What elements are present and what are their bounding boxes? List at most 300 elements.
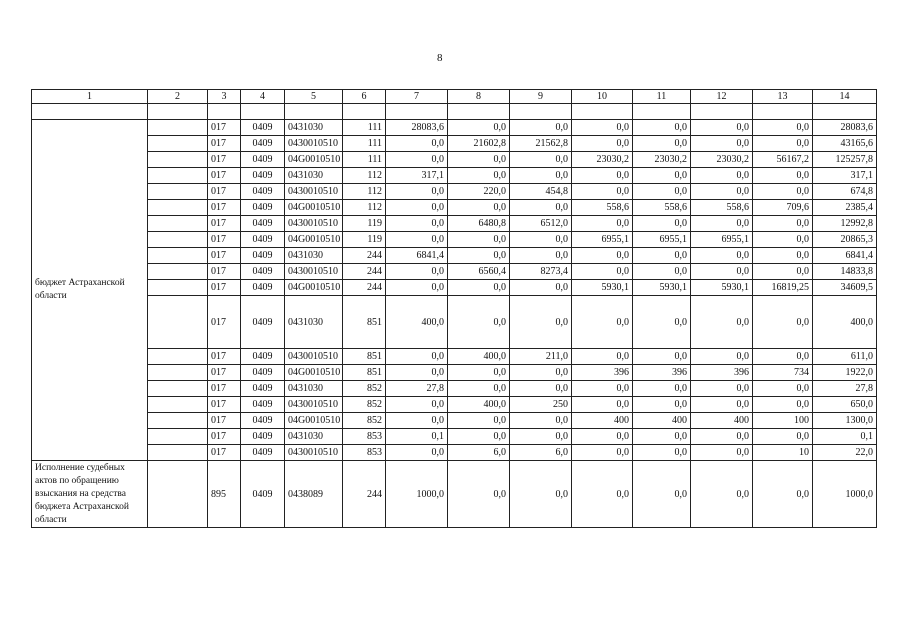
column-header: 5 [285, 90, 343, 104]
table-cell: 400 [691, 413, 753, 429]
table-cell: 0,0 [691, 445, 753, 461]
table-cell: 6955,1 [633, 232, 691, 248]
table-row [32, 381, 877, 397]
table-cell: 0,0 [633, 168, 691, 184]
empty-cell [448, 104, 510, 120]
table-row [32, 280, 877, 296]
empty-cell [753, 104, 813, 120]
table-cell: 14833,8 [813, 264, 877, 280]
table-cell: 23030,2 [691, 152, 753, 168]
table-cell: 0,0 [510, 168, 572, 184]
table-cell: 0,0 [386, 365, 448, 381]
table-cell: 017 [208, 296, 241, 349]
table-cell: 017 [208, 200, 241, 216]
column-header: 7 [386, 90, 448, 104]
empty-cell [148, 168, 208, 184]
table-cell: 0,0 [572, 168, 633, 184]
table-cell: 04G0010510 [285, 413, 343, 429]
empty-cell [148, 381, 208, 397]
table-row [32, 168, 877, 184]
table-cell: 0409 [241, 365, 285, 381]
row-group-label: Исполнение судебных актов по обращению взыскания на средства бюджета Астраханской области [32, 461, 148, 528]
table-row [32, 184, 877, 200]
table-cell: 6955,1 [691, 232, 753, 248]
table-cell: 852 [343, 413, 386, 429]
empty-cell [148, 365, 208, 381]
table-cell: 10 [753, 445, 813, 461]
table-cell: 5930,1 [633, 280, 691, 296]
column-header: 3 [208, 90, 241, 104]
table-cell: 0409 [241, 349, 285, 365]
empty-cell [813, 104, 877, 120]
table-cell: 12992,8 [813, 216, 877, 232]
table-cell: 0,0 [753, 168, 813, 184]
table-cell: 0409 [241, 168, 285, 184]
table-cell: 04G0010510 [285, 232, 343, 248]
header-row [32, 90, 877, 104]
table-cell: 0,0 [691, 136, 753, 152]
empty-cell [241, 104, 285, 120]
table-cell: 0409 [241, 248, 285, 264]
table-cell: 0,0 [691, 397, 753, 413]
table-cell: 125257,8 [813, 152, 877, 168]
table-cell: 0,0 [572, 296, 633, 349]
table-cell: 0,0 [448, 120, 510, 136]
empty-cell [148, 264, 208, 280]
table-cell: 0,0 [510, 232, 572, 248]
table-cell: 0,0 [691, 461, 753, 528]
empty-cell [510, 104, 572, 120]
table-cell: 0,0 [448, 200, 510, 216]
empty-cell [148, 429, 208, 445]
table-cell: 017 [208, 168, 241, 184]
table-cell: 0,0 [510, 365, 572, 381]
table-cell: 558,6 [691, 200, 753, 216]
table-cell: 017 [208, 184, 241, 200]
table-cell: 6512,0 [510, 216, 572, 232]
table-cell: 0,0 [633, 429, 691, 445]
table-cell: 28083,6 [386, 120, 448, 136]
table-cell: 1300,0 [813, 413, 877, 429]
table-cell: 0,0 [633, 216, 691, 232]
table-cell: 119 [343, 216, 386, 232]
table-cell: 22,0 [813, 445, 877, 461]
table-cell: 27,8 [813, 381, 877, 397]
table-cell: 454,8 [510, 184, 572, 200]
table-cell: 0,0 [691, 349, 753, 365]
table-cell: 04G0010510 [285, 280, 343, 296]
table-cell: 017 [208, 248, 241, 264]
table-cell: 0,0 [572, 184, 633, 200]
table-cell: 0,0 [510, 248, 572, 264]
table-cell: 0409 [241, 184, 285, 200]
table-cell: 112 [343, 168, 386, 184]
table-cell: 0,0 [633, 461, 691, 528]
table-cell: 111 [343, 120, 386, 136]
table-cell: 0,0 [753, 232, 813, 248]
table-cell: 0430010510 [285, 264, 343, 280]
table-cell: 0,0 [633, 296, 691, 349]
table-cell: 2385,4 [813, 200, 877, 216]
table-cell: 112 [343, 200, 386, 216]
table-cell: 0,0 [753, 349, 813, 365]
table-cell: 0,0 [510, 280, 572, 296]
table-cell: 0,0 [510, 429, 572, 445]
table-cell: 0,0 [633, 248, 691, 264]
table-cell: 0,0 [691, 296, 753, 349]
table-cell: 0409 [241, 120, 285, 136]
table-cell: 0,0 [691, 216, 753, 232]
table-cell: 0,0 [572, 445, 633, 461]
empty-cell [285, 104, 343, 120]
table-cell: 6,0 [448, 445, 510, 461]
table-cell: 0431030 [285, 296, 343, 349]
table-cell: 0,0 [691, 429, 753, 445]
table-cell: 0,0 [633, 136, 691, 152]
column-header: 8 [448, 90, 510, 104]
table-cell: 04G0010510 [285, 200, 343, 216]
table-cell: 34609,5 [813, 280, 877, 296]
empty-cell [691, 104, 753, 120]
table-cell: 23030,2 [572, 152, 633, 168]
table-cell: 5930,1 [691, 280, 753, 296]
table-cell: 244 [343, 264, 386, 280]
table-cell: 0,1 [386, 429, 448, 445]
column-header: 9 [510, 90, 572, 104]
table-cell: 0,0 [753, 429, 813, 445]
table-row [32, 216, 877, 232]
table-cell: 0,0 [386, 184, 448, 200]
column-header: 12 [691, 90, 753, 104]
table-cell: 400 [572, 413, 633, 429]
table-cell: 0,0 [510, 200, 572, 216]
table-cell: 6841,4 [386, 248, 448, 264]
column-header: 4 [241, 90, 285, 104]
table-cell: 0,0 [753, 248, 813, 264]
table-cell: 111 [343, 152, 386, 168]
table-cell: 0,0 [572, 216, 633, 232]
table-cell: 017 [208, 120, 241, 136]
table-cell: 0,0 [753, 296, 813, 349]
table-cell: 0,0 [691, 264, 753, 280]
empty-cell [208, 104, 241, 120]
table-cell: 017 [208, 429, 241, 445]
table-cell: 0,0 [753, 216, 813, 232]
table-cell: 0,0 [691, 184, 753, 200]
table-row [32, 136, 877, 152]
table-cell: 0,0 [633, 397, 691, 413]
table-row [32, 296, 877, 349]
table-row [32, 232, 877, 248]
table-cell: 400,0 [448, 397, 510, 413]
table-cell: 0,0 [753, 461, 813, 528]
table-cell: 0,0 [448, 365, 510, 381]
table-row [32, 264, 877, 280]
table-cell: 017 [208, 381, 241, 397]
table-cell: 017 [208, 232, 241, 248]
table-cell: 851 [343, 365, 386, 381]
table-cell: 611,0 [813, 349, 877, 365]
column-header: 1 [32, 90, 148, 104]
table-cell: 6560,4 [448, 264, 510, 280]
table-cell: 0,0 [448, 152, 510, 168]
budget-table [31, 89, 877, 528]
table-cell: 0430010510 [285, 349, 343, 365]
table-cell: 8273,4 [510, 264, 572, 280]
table-cell: 0431030 [285, 429, 343, 445]
table-cell: 0409 [241, 152, 285, 168]
table-cell: 0,0 [448, 429, 510, 445]
table-cell: 0,0 [572, 248, 633, 264]
table-cell: 0,0 [633, 349, 691, 365]
table-cell: 0,0 [448, 461, 510, 528]
empty-cell [148, 296, 208, 349]
table-cell: 400,0 [813, 296, 877, 349]
table-cell: 0,0 [386, 200, 448, 216]
table-cell: 0,0 [691, 120, 753, 136]
table-cell: 017 [208, 445, 241, 461]
table-cell: 0430010510 [285, 397, 343, 413]
table-cell: 23030,2 [633, 152, 691, 168]
table-cell: 0409 [241, 264, 285, 280]
table-cell: 400,0 [448, 349, 510, 365]
empty-cell [148, 136, 208, 152]
empty-cell [148, 104, 208, 120]
table-cell: 0,0 [386, 152, 448, 168]
table-cell: 28083,6 [813, 120, 877, 136]
table-cell: 0,0 [448, 248, 510, 264]
table-cell: 04G0010510 [285, 152, 343, 168]
table-cell: 6841,4 [813, 248, 877, 264]
table-cell: 0,0 [633, 445, 691, 461]
table-cell: 0,0 [510, 381, 572, 397]
table-cell: 734 [753, 365, 813, 381]
table-cell: 0,0 [753, 120, 813, 136]
table-cell: 0409 [241, 136, 285, 152]
table-cell: 0,0 [572, 349, 633, 365]
table-cell: 0,0 [448, 280, 510, 296]
table-cell: 0,0 [633, 381, 691, 397]
table-cell: 0,0 [572, 397, 633, 413]
column-header: 10 [572, 90, 633, 104]
table-cell: 396 [572, 365, 633, 381]
table-cell: 0409 [241, 381, 285, 397]
empty-cell [148, 200, 208, 216]
table-cell: 650,0 [813, 397, 877, 413]
table-row [32, 248, 877, 264]
table-cell: 396 [691, 365, 753, 381]
table-cell: 119 [343, 232, 386, 248]
empty-cell [148, 232, 208, 248]
table-cell: 0,0 [572, 461, 633, 528]
table-cell: 0409 [241, 397, 285, 413]
table-cell: 211,0 [510, 349, 572, 365]
empty-cell [148, 349, 208, 365]
table-cell: 017 [208, 365, 241, 381]
empty-cell [386, 104, 448, 120]
table-cell: 317,1 [386, 168, 448, 184]
table-cell: 0,0 [386, 445, 448, 461]
table-cell: 0,0 [572, 381, 633, 397]
column-header: 6 [343, 90, 386, 104]
table-cell: 852 [343, 381, 386, 397]
empty-cell [343, 104, 386, 120]
table-cell: 0409 [241, 445, 285, 461]
table-cell: 017 [208, 413, 241, 429]
table-cell: 6955,1 [572, 232, 633, 248]
table-cell: 111 [343, 136, 386, 152]
table-cell: 6480,8 [448, 216, 510, 232]
table-cell: 400,0 [386, 296, 448, 349]
table-cell: 21562,8 [510, 136, 572, 152]
table-row [32, 397, 877, 413]
table-row [32, 152, 877, 168]
table-cell: 851 [343, 349, 386, 365]
empty-cell [32, 104, 148, 120]
column-header: 11 [633, 90, 691, 104]
table-cell: 852 [343, 397, 386, 413]
table-cell: 0431030 [285, 248, 343, 264]
table-cell: 0,0 [386, 397, 448, 413]
table-cell: 250 [510, 397, 572, 413]
table-cell: 0,0 [448, 381, 510, 397]
table-cell: 0,0 [510, 461, 572, 528]
table-cell: 0,0 [633, 120, 691, 136]
table-row [32, 445, 877, 461]
table-row [32, 349, 877, 365]
table-cell: 0431030 [285, 168, 343, 184]
column-header: 14 [813, 90, 877, 104]
table-cell: 6,0 [510, 445, 572, 461]
table-cell: 709,6 [753, 200, 813, 216]
table-cell: 0,0 [386, 264, 448, 280]
table-cell: 0409 [241, 296, 285, 349]
table-cell: 0,0 [572, 264, 633, 280]
table-cell: 0,0 [753, 264, 813, 280]
table-cell: 0,0 [633, 184, 691, 200]
table-cell: 16819,25 [753, 280, 813, 296]
table-cell: 017 [208, 264, 241, 280]
empty-cell [148, 280, 208, 296]
empty-cell [148, 184, 208, 200]
table-cell: 0,0 [753, 381, 813, 397]
table-cell: 0409 [241, 429, 285, 445]
table-cell: 017 [208, 216, 241, 232]
table-cell: 853 [343, 445, 386, 461]
table-cell: 017 [208, 280, 241, 296]
table-cell: 112 [343, 184, 386, 200]
table-cell: 851 [343, 296, 386, 349]
table-row [32, 120, 877, 136]
table-row [32, 200, 877, 216]
table-cell: 27,8 [386, 381, 448, 397]
table-cell: 017 [208, 136, 241, 152]
table-cell: 0,0 [633, 264, 691, 280]
table-cell: 0,0 [753, 184, 813, 200]
table-cell: 56167,2 [753, 152, 813, 168]
table-cell: 0430010510 [285, 445, 343, 461]
table-cell: 5930,1 [572, 280, 633, 296]
empty-cell [148, 397, 208, 413]
table-cell: 0431030 [285, 120, 343, 136]
table-cell: 0430010510 [285, 136, 343, 152]
table-cell: 0,0 [691, 381, 753, 397]
table-cell: 0,1 [813, 429, 877, 445]
empty-cell [148, 152, 208, 168]
table-cell: 0,0 [448, 232, 510, 248]
table-cell: 0409 [241, 280, 285, 296]
row-group-label: бюджет Астраханской области [32, 120, 148, 461]
table-cell: 43165,6 [813, 136, 877, 152]
table-cell: 0,0 [448, 168, 510, 184]
table-cell: 0,0 [572, 429, 633, 445]
table-cell: 244 [343, 280, 386, 296]
table-cell: 20865,3 [813, 232, 877, 248]
table-cell: 0,0 [386, 349, 448, 365]
table-cell: 0409 [241, 461, 285, 528]
table-cell: 0,0 [510, 152, 572, 168]
table-row [32, 429, 877, 445]
table-cell: 0409 [241, 232, 285, 248]
table-cell: 0,0 [691, 168, 753, 184]
table-cell: 400 [633, 413, 691, 429]
table-cell: 0,0 [386, 232, 448, 248]
table-cell: 017 [208, 397, 241, 413]
table-cell: 244 [343, 461, 386, 528]
table-cell: 0,0 [386, 413, 448, 429]
column-header: 2 [148, 90, 208, 104]
table-cell: 0438089 [285, 461, 343, 528]
table-cell: 0,0 [572, 136, 633, 152]
table-cell: 0,0 [510, 413, 572, 429]
table-cell: 558,6 [572, 200, 633, 216]
table-cell: 21602,8 [448, 136, 510, 152]
table-cell: 0,0 [386, 280, 448, 296]
table-row [32, 413, 877, 429]
spacer-row [32, 104, 877, 120]
table-cell: 0409 [241, 200, 285, 216]
table-cell: 0,0 [386, 136, 448, 152]
empty-cell [148, 216, 208, 232]
table-cell: 0,0 [691, 248, 753, 264]
empty-cell [148, 248, 208, 264]
table-cell: 895 [208, 461, 241, 528]
empty-cell [148, 445, 208, 461]
table-cell: 0430010510 [285, 216, 343, 232]
page-number: 8 [437, 52, 443, 64]
table-row [32, 365, 877, 381]
empty-cell [148, 461, 208, 528]
table-cell: 0,0 [386, 216, 448, 232]
table-cell: 0409 [241, 413, 285, 429]
column-header: 13 [753, 90, 813, 104]
table-cell: 220,0 [448, 184, 510, 200]
table-cell: 674,8 [813, 184, 877, 200]
table-cell: 0,0 [510, 296, 572, 349]
table-cell: 100 [753, 413, 813, 429]
table-cell: 1000,0 [813, 461, 877, 528]
empty-cell [572, 104, 633, 120]
table-cell: 1922,0 [813, 365, 877, 381]
table-cell: 0,0 [448, 296, 510, 349]
table-cell: 317,1 [813, 168, 877, 184]
table-cell: 1000,0 [386, 461, 448, 528]
table-cell: 0431030 [285, 381, 343, 397]
empty-cell [148, 413, 208, 429]
table-cell: 017 [208, 349, 241, 365]
table-cell: 558,6 [633, 200, 691, 216]
table-cell: 04G0010510 [285, 365, 343, 381]
